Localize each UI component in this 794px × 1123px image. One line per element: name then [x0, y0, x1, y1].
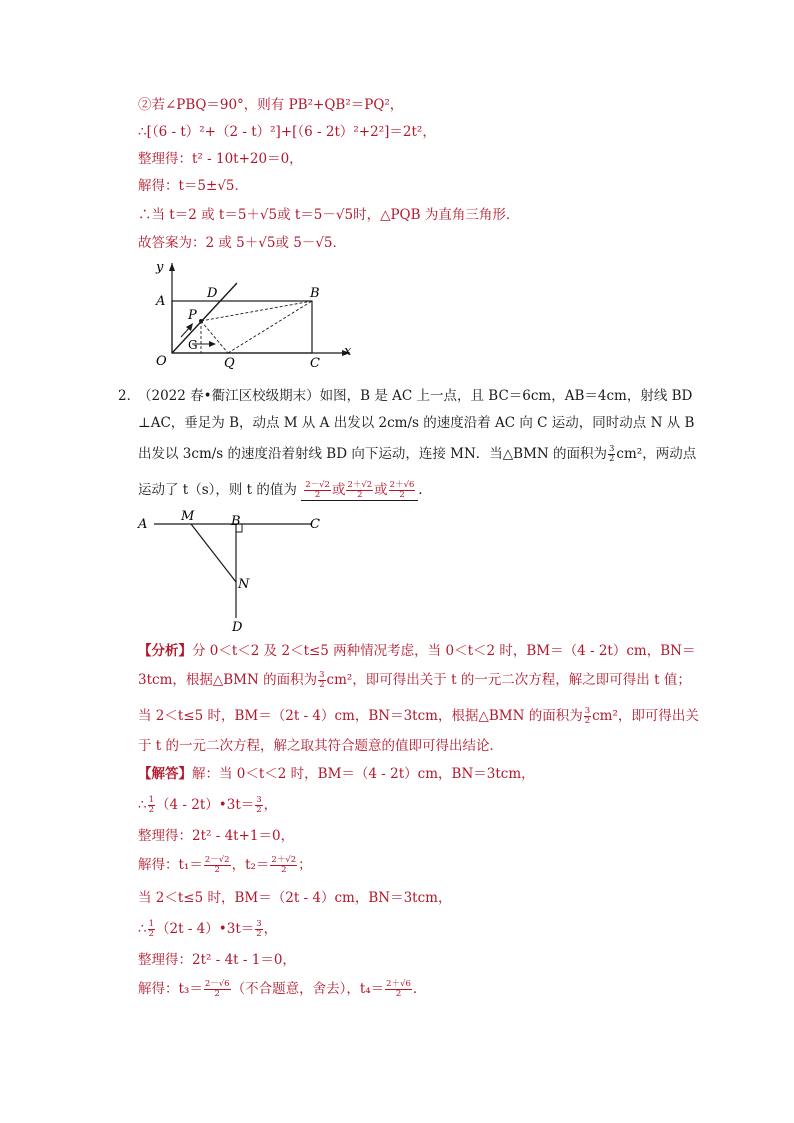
figure-1-diagram	[140, 255, 370, 370]
question-line-1: （2022 春•衢江区校级期末）如图，B 是 AC 上一点，且 BC＝6cm，AB＝4cm，射线 BD	[138, 388, 693, 404]
analysis-line-1: 【分析】分 0＜t＜2 及 2＜t≤5 两种情况考虑，当 0＜t＜2 时，BM＝（4 - 2t）cm，BN＝	[138, 643, 696, 659]
segment-pq	[201, 321, 228, 353]
question-line-2: ⊥AC，垂足为 B，动点 M 从 A 出发以 2cm/s 的速度沿着 AC 向 C 运动，同时动点 N 从 B	[138, 415, 695, 431]
label-a2: A	[138, 517, 148, 532]
question-line-4: 运动了 t（s），则 t 的值为 $\frac{2-√2}{2}$ 或 $\frac{2+√2}{2}$ 或 $\frac{2+√6}{2}$ ．	[138, 480, 432, 500]
case2-equation: ∴[（6 - t）²+（2 - t）²]+[（6 - 2t）²+2²]＝2t²，	[138, 124, 436, 140]
case2-condition: ②若∠PBQ＝90°，则有 PB²+QB²＝PQ²，	[138, 97, 404, 113]
label-a: A	[156, 294, 166, 309]
ray-od	[172, 283, 237, 353]
solution-line-6: ∴ $\frac{1}{2}$ （2t - 4）•3t＝ $\frac{3}{2}$ ，	[138, 919, 278, 939]
solution-line-2: ∴ $\frac{1}{2}$ （4 - 2t）•3t＝ $\frac{3}{2}$ ，	[138, 795, 278, 815]
point-p	[199, 319, 203, 323]
answer-line-1: 故答案为：2 或 5＋√5或 5－√5．	[138, 235, 347, 251]
segment-mn	[191, 524, 236, 582]
label-g: G	[188, 338, 198, 352]
label-b2: B	[231, 514, 241, 529]
solution-line-5: 当 2＜t≤5 时，BM＝（2t - 4）cm，BN＝3tcm，	[138, 890, 452, 906]
figure-2-diagram	[136, 510, 336, 635]
label-c: C	[310, 356, 320, 370]
solution-line-1: 【解答】解：当 0＜t＜2 时，BM＝（4 - 2t）cm，BN＝3tcm，	[138, 766, 535, 782]
label-b: B	[310, 286, 320, 301]
solution-line-8: 解得：t₃＝ $\frac{2-√6}{2}$ （不合题意，舍去），t₄＝ $\frac{2+√6}{2}$ ．	[138, 979, 427, 999]
y-axis-arrow	[169, 263, 175, 271]
label-d2: D	[232, 620, 243, 635]
simplify-line-1: 整理得：t² - 10t+20＝0，	[138, 151, 303, 167]
label-p: P	[188, 308, 197, 323]
label-x: x	[344, 344, 352, 359]
conclusion-1: ∴当 t＝2 或 t＝5＋√5或 t＝5－√5时，△PQB 为直角三角形．	[138, 207, 520, 223]
question-number: 2．	[118, 388, 141, 404]
solve-line-1: 解得：t＝5±√5．	[138, 178, 249, 194]
label-n: N	[238, 577, 250, 592]
label-q: Q	[224, 356, 235, 370]
answer-blank: $\frac{2-√2}{2}$ 或 $\frac{2+√2}{2}$ 或 $\frac{2+√6}{2}$	[301, 480, 418, 501]
label-c2: C	[310, 517, 320, 532]
label-o: O	[156, 354, 167, 369]
frac-three-halves: $\frac{3}{2}$	[609, 444, 615, 464]
solution-line-4: 解得：t₁＝ $\frac{2-√2}{2}$ ，t₂＝ $\frac{2+√2}{2}$ ；	[138, 855, 312, 875]
motion-arrow-q-head	[209, 341, 216, 347]
solution-line-3: 整理得：2t² - 4t+1＝0，	[138, 828, 295, 844]
question-line-3: 出发以 3cm/s 的速度沿着射线 BD 向下运动，连接 MN．当△BMN 的面积为 $\frac{3}{2}$ cm²，两动点	[138, 444, 697, 464]
label-d: D	[207, 286, 218, 301]
solution-line-7: 整理得：2t² - 4t - 1＝0，	[138, 952, 296, 968]
analysis-line-3: 当 2＜t≤5 时，BM＝（2t - 4）cm，BN＝3tcm，根据△BMN 的面积为 $\frac{3}{2}$ cm²，即可得出关	[138, 706, 699, 726]
analysis-line-4: 于 t 的一元二次方程，解之取其符合题意的值即可得出结论．	[138, 738, 504, 754]
analysis-line-2: 3tcm，根据△BMN 的面积为 $\frac{3}{2}$ cm²，即可得出关于 t 的一元二次方程，解之即可得出 t 值；	[138, 670, 691, 690]
label-m: M	[181, 510, 195, 524]
label-y: y	[156, 260, 164, 275]
